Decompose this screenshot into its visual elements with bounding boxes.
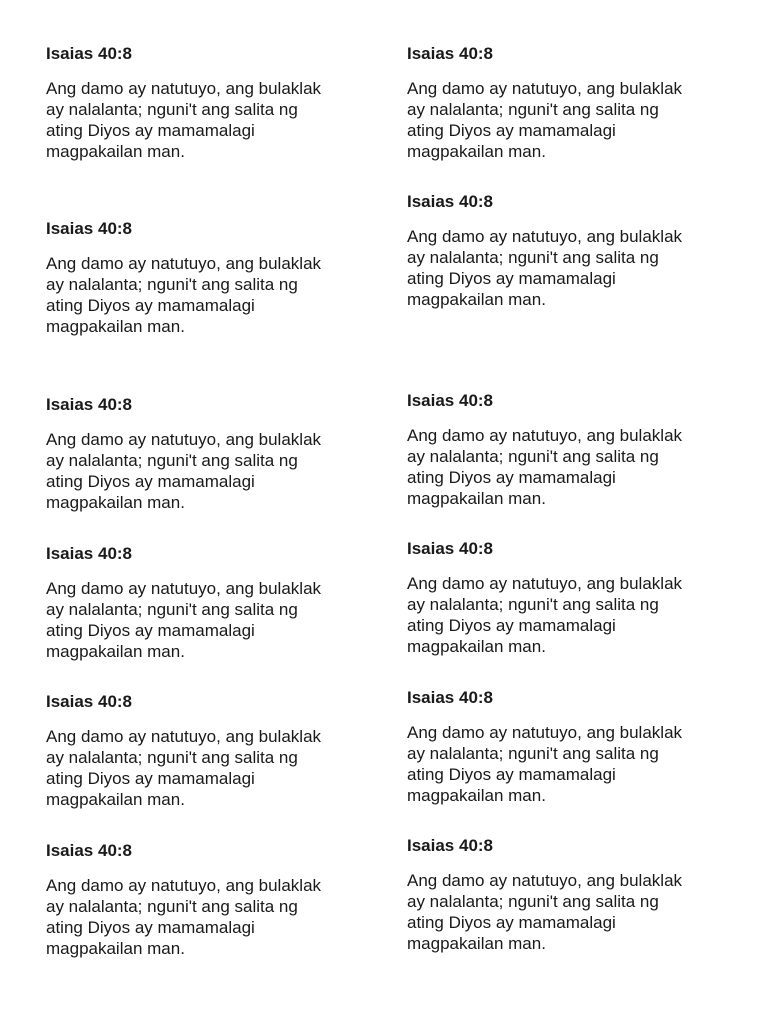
verse-reference: Isaias 40:8 [407, 391, 494, 410]
verse-reference: Isaias 40:8 [46, 44, 133, 63]
verse-text [407, 78, 737, 162]
verse-line: ating Diyos ay mamamalagi [407, 765, 616, 784]
verse-card [46, 219, 376, 337]
verse-line: magpakailan man. [46, 142, 185, 161]
verse-card [46, 841, 376, 959]
verse-reference: Isaias 40:8 [46, 841, 133, 860]
verse-line: Ang damo ay natutuyo, ang bulaklak [46, 876, 322, 895]
verse-line: Ang damo ay natutuyo, ang bulaklak [46, 579, 322, 598]
verse-line: Ang damo ay natutuyo, ang bulaklak [407, 426, 683, 445]
verse-reference: Isaias 40:8 [407, 44, 494, 63]
verse-line: magpakailan man. [407, 934, 546, 953]
verse-line: magpakailan man. [46, 939, 185, 958]
verse-text [407, 226, 737, 310]
verse-line: ay nalalanta; nguni't ang salita ng [46, 100, 298, 119]
verse-line: ay nalalanta; nguni't ang salita ng [407, 447, 659, 466]
verse-card [46, 395, 376, 513]
verse-line: ay nalalanta; nguni't ang salita ng [407, 744, 659, 763]
verse-text [46, 253, 376, 337]
verse-card [407, 539, 737, 657]
verse-reference: Isaias 40:8 [407, 688, 494, 707]
verse-line: ating Diyos ay mamamalagi [407, 468, 616, 487]
verse-line: Ang damo ay natutuyo, ang bulaklak [407, 79, 683, 98]
verse-card [407, 688, 737, 806]
verse-reference: Isaias 40:8 [46, 219, 133, 238]
verse-line: Ang damo ay natutuyo, ang bulaklak [46, 254, 322, 273]
verse-line: Ang damo ay natutuyo, ang bulaklak [407, 871, 683, 890]
verse-line: magpakailan man. [46, 493, 185, 512]
verse-text [407, 870, 737, 954]
verse-line: ay nalalanta; nguni't ang salita ng [46, 748, 298, 767]
verse-line: Ang damo ay natutuyo, ang bulaklak [46, 430, 322, 449]
verse-line: ating Diyos ay mamamalagi [407, 913, 616, 932]
verse-text [407, 425, 737, 509]
verse-line: magpakailan man. [407, 786, 546, 805]
verse-line: ay nalalanta; nguni't ang salita ng [46, 451, 298, 470]
verse-reference: Isaias 40:8 [407, 539, 494, 558]
verse-line: ay nalalanta; nguni't ang salita ng [407, 892, 659, 911]
verse-line: ay nalalanta; nguni't ang salita ng [407, 248, 659, 267]
verse-line: ay nalalanta; nguni't ang salita ng [407, 100, 659, 119]
verse-reference: Isaias 40:8 [46, 395, 133, 414]
verse-line: ating Diyos ay mamamalagi [407, 616, 616, 635]
verse-card [46, 544, 376, 662]
verse-line: ating Diyos ay mamamalagi [407, 121, 616, 140]
verse-card [407, 44, 737, 162]
verse-reference: Isaias 40:8 [407, 192, 494, 211]
verse-line: Ang damo ay natutuyo, ang bulaklak [407, 574, 683, 593]
verse-line: ay nalalanta; nguni't ang salita ng [407, 595, 659, 614]
verse-text [46, 578, 376, 662]
verse-line: Ang damo ay natutuyo, ang bulaklak [407, 723, 683, 742]
verse-text [46, 875, 376, 959]
verse-line: Ang damo ay natutuyo, ang bulaklak [46, 727, 322, 746]
verse-reference: Isaias 40:8 [407, 836, 494, 855]
verse-line: Ang damo ay natutuyo, ang bulaklak [46, 79, 322, 98]
verse-line: ating Diyos ay mamamalagi [46, 769, 255, 788]
verse-line: ating Diyos ay mamamalagi [46, 918, 255, 937]
verse-line: magpakailan man. [46, 317, 185, 336]
verse-line: magpakailan man. [46, 642, 185, 661]
verse-line: ating Diyos ay mamamalagi [407, 269, 616, 288]
verse-line: ating Diyos ay mamamalagi [46, 472, 255, 491]
verse-text [46, 78, 376, 162]
verse-line: magpakailan man. [407, 290, 546, 309]
verse-text [46, 726, 376, 810]
verse-line: magpakailan man. [407, 489, 546, 508]
verse-line: ating Diyos ay mamamalagi [46, 121, 255, 140]
verse-text [407, 573, 737, 657]
verse-card [407, 391, 737, 509]
verse-reference: Isaias 40:8 [46, 544, 133, 563]
verse-card [407, 192, 737, 310]
verse-line: Ang damo ay natutuyo, ang bulaklak [407, 227, 683, 246]
verse-line: ating Diyos ay mamamalagi [46, 296, 255, 315]
verse-reference: Isaias 40:8 [46, 692, 133, 711]
verse-card [46, 44, 376, 162]
verse-card [407, 836, 737, 954]
verse-line: magpakailan man. [46, 790, 185, 809]
verse-line: magpakailan man. [407, 142, 546, 161]
verse-text [46, 429, 376, 513]
verse-line: magpakailan man. [407, 637, 546, 656]
verse-text [407, 722, 737, 806]
verse-card [46, 692, 376, 810]
verse-line: ay nalalanta; nguni't ang salita ng [46, 897, 298, 916]
verse-line: ay nalalanta; nguni't ang salita ng [46, 600, 298, 619]
verse-line: ay nalalanta; nguni't ang salita ng [46, 275, 298, 294]
verse-line: ating Diyos ay mamamalagi [46, 621, 255, 640]
